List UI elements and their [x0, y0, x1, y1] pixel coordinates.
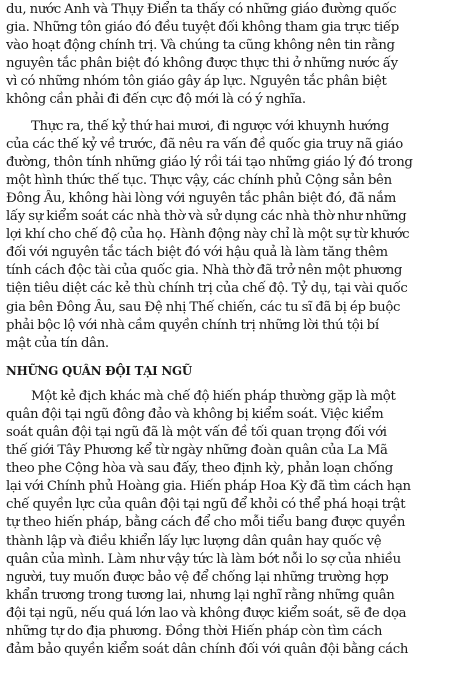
text-line: quân đội tại ngũ đông đảo và không bị kiểm soát. Việc kiểm [6, 406, 384, 422]
text-line: vì có những nhóm tôn giáo gây áp lực. Nguyên tắc phân biệt [6, 74, 387, 90]
text-line: không cần phải đi đến cực độ mới là có ý nghĩa. [6, 92, 306, 108]
text-line: tự theo hiến pháp, bằng cách để cho mỗi tiểu bang được quyền [6, 515, 406, 531]
text-line: của các thế kỷ về trước, đã nêu ra vấn đề quốc gia truy nã giáo [6, 136, 403, 152]
text-line: vào hoạt động chính trị. Và chúng ta cũng không nên tin rằng [6, 38, 395, 54]
text-line: đối với nguyên tắc tách biệt đó với hậu quả là làm tăng thêm [6, 245, 388, 261]
text-line: thế giới Tây Phương kể từ ngày những đoàn quân của La Mã [6, 443, 388, 459]
text-line: tiện tiêu diệt các kẻ thù chính trị của chế độ. Tỷ dụ, tại vài quốc [6, 281, 408, 297]
page-text [6, 1, 447, 659]
text-line: lại với Chính phủ Hoàng gia. Hiến pháp Hoa Kỳ đã tìm cách hạn [6, 479, 411, 495]
paragraph-spacer [6, 110, 447, 118]
text-line: một hình thức thế tục. Thực vậy, các chính phủ Cộng sản bên [6, 172, 392, 188]
text-line: tính cách độc tài của quốc gia. Nhà thờ đã trở nên một phương [6, 263, 403, 279]
paragraph-religion-separation [6, 1, 447, 110]
text-line: quân của mình. Làm như vậy tức là làm bớt nỗi lo sợ của nhiều [6, 551, 401, 567]
text-line: gia bên Đông Âu, sau Đệ nhị Thế chiến, các tu sĩ đã bị ép buộc [6, 299, 401, 315]
text-line: nguyên tắc phân biệt đó không được thực thi ở những nước ấy [6, 56, 398, 72]
text-line: khẩn trương trong tương lai, nhưng lại nghĩ rằng những quân [6, 587, 395, 603]
text-line: đường, thôn tính những giáo lý rồi tái tạo những giáo lý đó trong [6, 154, 413, 170]
text-line: mật của tín dân. [6, 335, 109, 351]
text-line: lấy sự kiểm soát các nhà thờ và sử dụng các nhà thờ như những [6, 209, 407, 225]
paragraph-standing-armies [6, 388, 447, 659]
text-line: Thực ra, thế kỷ thứ hai mươi, đi ngược với khuynh hướng [31, 118, 389, 134]
text-line: đảm bảo quyền kiểm soát dân chính đối với quân đội bằng cách [6, 642, 409, 658]
text-line: đội tại ngũ, nếu quá lớn lao và không được kiểm soát, sẽ đe dọa [6, 605, 407, 621]
text-line: Đông Âu, không hài lòng với nguyên tắc phân biệt đó, đã nắm [6, 190, 396, 206]
text-line: phải bộc lộ với nhà cầm quyền chính trị những lời thú tội bí [6, 317, 379, 333]
text-line: chế quyền lực của quân đội tại ngũ để khỏi có thể phá hoại trật [6, 497, 406, 513]
text-line: gia. Những tôn giáo đó đều tuyệt đối không tham gia trực tiếp [6, 20, 399, 36]
paragraph-twentieth-century [6, 118, 447, 353]
text-line: theo phe Cộng hòa và sau đấy, theo định kỳ, phản loạn chống [6, 461, 393, 477]
text-line: những tự do địa phương. Đồng thời Hiến pháp còn tìm cách [6, 624, 383, 639]
text-line: người, tuy muốn được bảo vệ để chống lại những trường hợp [6, 569, 389, 585]
section-heading: NHỮNG QUÂN ĐỘI TẠI NGŨ [6, 363, 192, 378]
text-line: soát quân đội tại ngũ đã là một vấn đề tối quan trọng đối với [6, 424, 387, 440]
heading-spacer-after [6, 380, 447, 388]
heading-spacer [6, 353, 447, 362]
text-line: Một kẻ địch khác mà chế độ hiến pháp thường gặp là một [31, 388, 396, 404]
text-line: lợi khí cho chế độ của họ. Hành động này chỉ là một sự từ khước [6, 227, 410, 243]
text-line: du, nước Anh và Thụy Điển ta thấy có những giáo đường quốc [6, 2, 397, 17]
text-line: thành lập và điều khiển lấy lực lượng dân quân hay quốc vệ [6, 533, 382, 549]
